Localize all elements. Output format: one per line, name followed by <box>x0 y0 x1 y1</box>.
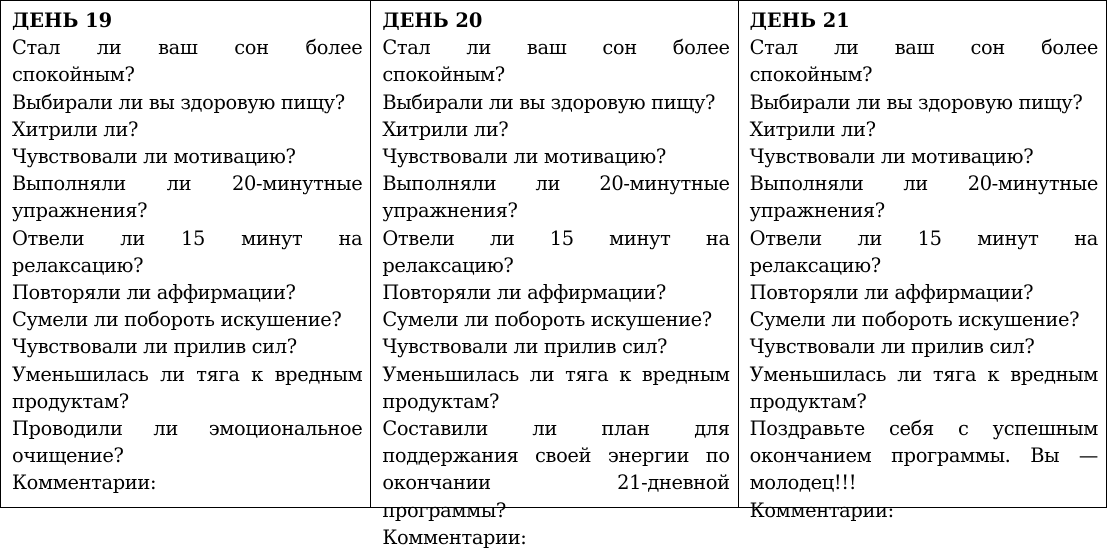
question-line: Уменьшилась ли тяга к вредным <box>749 362 1098 386</box>
question-line: Стал ли ваш сон более спокойным? <box>749 36 1098 87</box>
question-line: релаксацию? <box>382 253 514 277</box>
question-line: Отвели ли 15 минут на <box>749 226 1098 250</box>
comments-label: Комментарии: <box>749 498 894 522</box>
question-line: Чувствовали ли мотивацию? <box>382 145 666 169</box>
question-line: Стал ли ваш сон более спокойным? <box>382 36 730 87</box>
question-line: Чувствовали ли прилив сил? <box>749 335 1035 359</box>
day-title: ДЕНЬ 19 <box>12 9 113 32</box>
question-line: очищение? <box>12 444 124 468</box>
question-line: упражнения? <box>382 199 518 223</box>
day-title: ДЕНЬ 21 <box>749 9 850 32</box>
question-line: Выбирали ли вы здоровую пищу? <box>749 90 1083 114</box>
question-line: релаксацию? <box>749 253 881 277</box>
question-line: Отвели ли 15 минут на <box>12 226 363 250</box>
question-line: упражнения? <box>749 199 885 223</box>
question-line: Повторяли ли аффирмации? <box>749 281 1034 305</box>
question-line: Повторяли ли аффирмации? <box>12 281 296 305</box>
question-line: поддержания своей энергии по <box>382 444 730 468</box>
question-line: Сумели ли побороть искушение? <box>382 308 712 332</box>
question-line: молодец!!! <box>749 471 857 495</box>
question-line: Сумели ли побороть искушение? <box>12 308 342 332</box>
question-line: Хитрили ли? <box>749 117 876 141</box>
question-line: Выполняли ли 20-минутные <box>749 172 1098 196</box>
question-line: Выбирали ли вы здоровую пищу? <box>382 90 716 114</box>
question-line: Выполняли ли 20-минутные <box>382 172 730 196</box>
question-line: Составили ли план для <box>382 417 730 441</box>
day-title: ДЕНЬ 20 <box>382 9 483 32</box>
question-line: Чувствовали ли мотивацию? <box>12 145 296 169</box>
question-line: Выполняли ли 20-минутные <box>12 172 363 196</box>
comments-label: Комментарии: <box>382 525 527 549</box>
question-line: продуктам? <box>749 389 867 413</box>
question-line: Чувствовали ли прилив сил? <box>12 335 297 359</box>
comments-label: Комментарии: <box>12 471 157 495</box>
question-line: Хитрили ли? <box>382 117 509 141</box>
question-line: Поздравьте себя с успешным <box>749 417 1098 441</box>
question-line: продуктам? <box>382 389 500 413</box>
question-line: Чувствовали ли прилив сил? <box>382 335 668 359</box>
question-line: Уменьшилась ли тяга к вредным <box>12 362 363 386</box>
question-line: продуктам? <box>12 389 129 413</box>
question-line: окончании 21-дневной программы? <box>382 471 730 522</box>
day-20-column <box>370 1 737 549</box>
question-line: Отвели ли 15 минут на <box>382 226 730 250</box>
question-line: Повторяли ли аффирмации? <box>382 281 666 305</box>
question-line: Чувствовали ли мотивацию? <box>749 145 1034 169</box>
question-line: Уменьшилась ли тяга к вредным <box>382 362 730 386</box>
question-line: окончанием программы. Вы — <box>749 444 1098 468</box>
question-line: Сумели ли побороть искушение? <box>749 308 1080 332</box>
question-line: релаксацию? <box>12 253 144 277</box>
question-line: Выбирали ли вы здоровую пищу? <box>12 90 345 114</box>
question-line: Проводили ли эмоциональное <box>12 417 363 441</box>
day-21-column <box>738 1 1106 522</box>
question-line: Хитрили ли? <box>12 117 138 141</box>
day-19-column <box>1 1 370 507</box>
question-line: Стал ли ваш сон более спокойным? <box>12 36 363 87</box>
question-line: упражнения? <box>12 199 148 223</box>
